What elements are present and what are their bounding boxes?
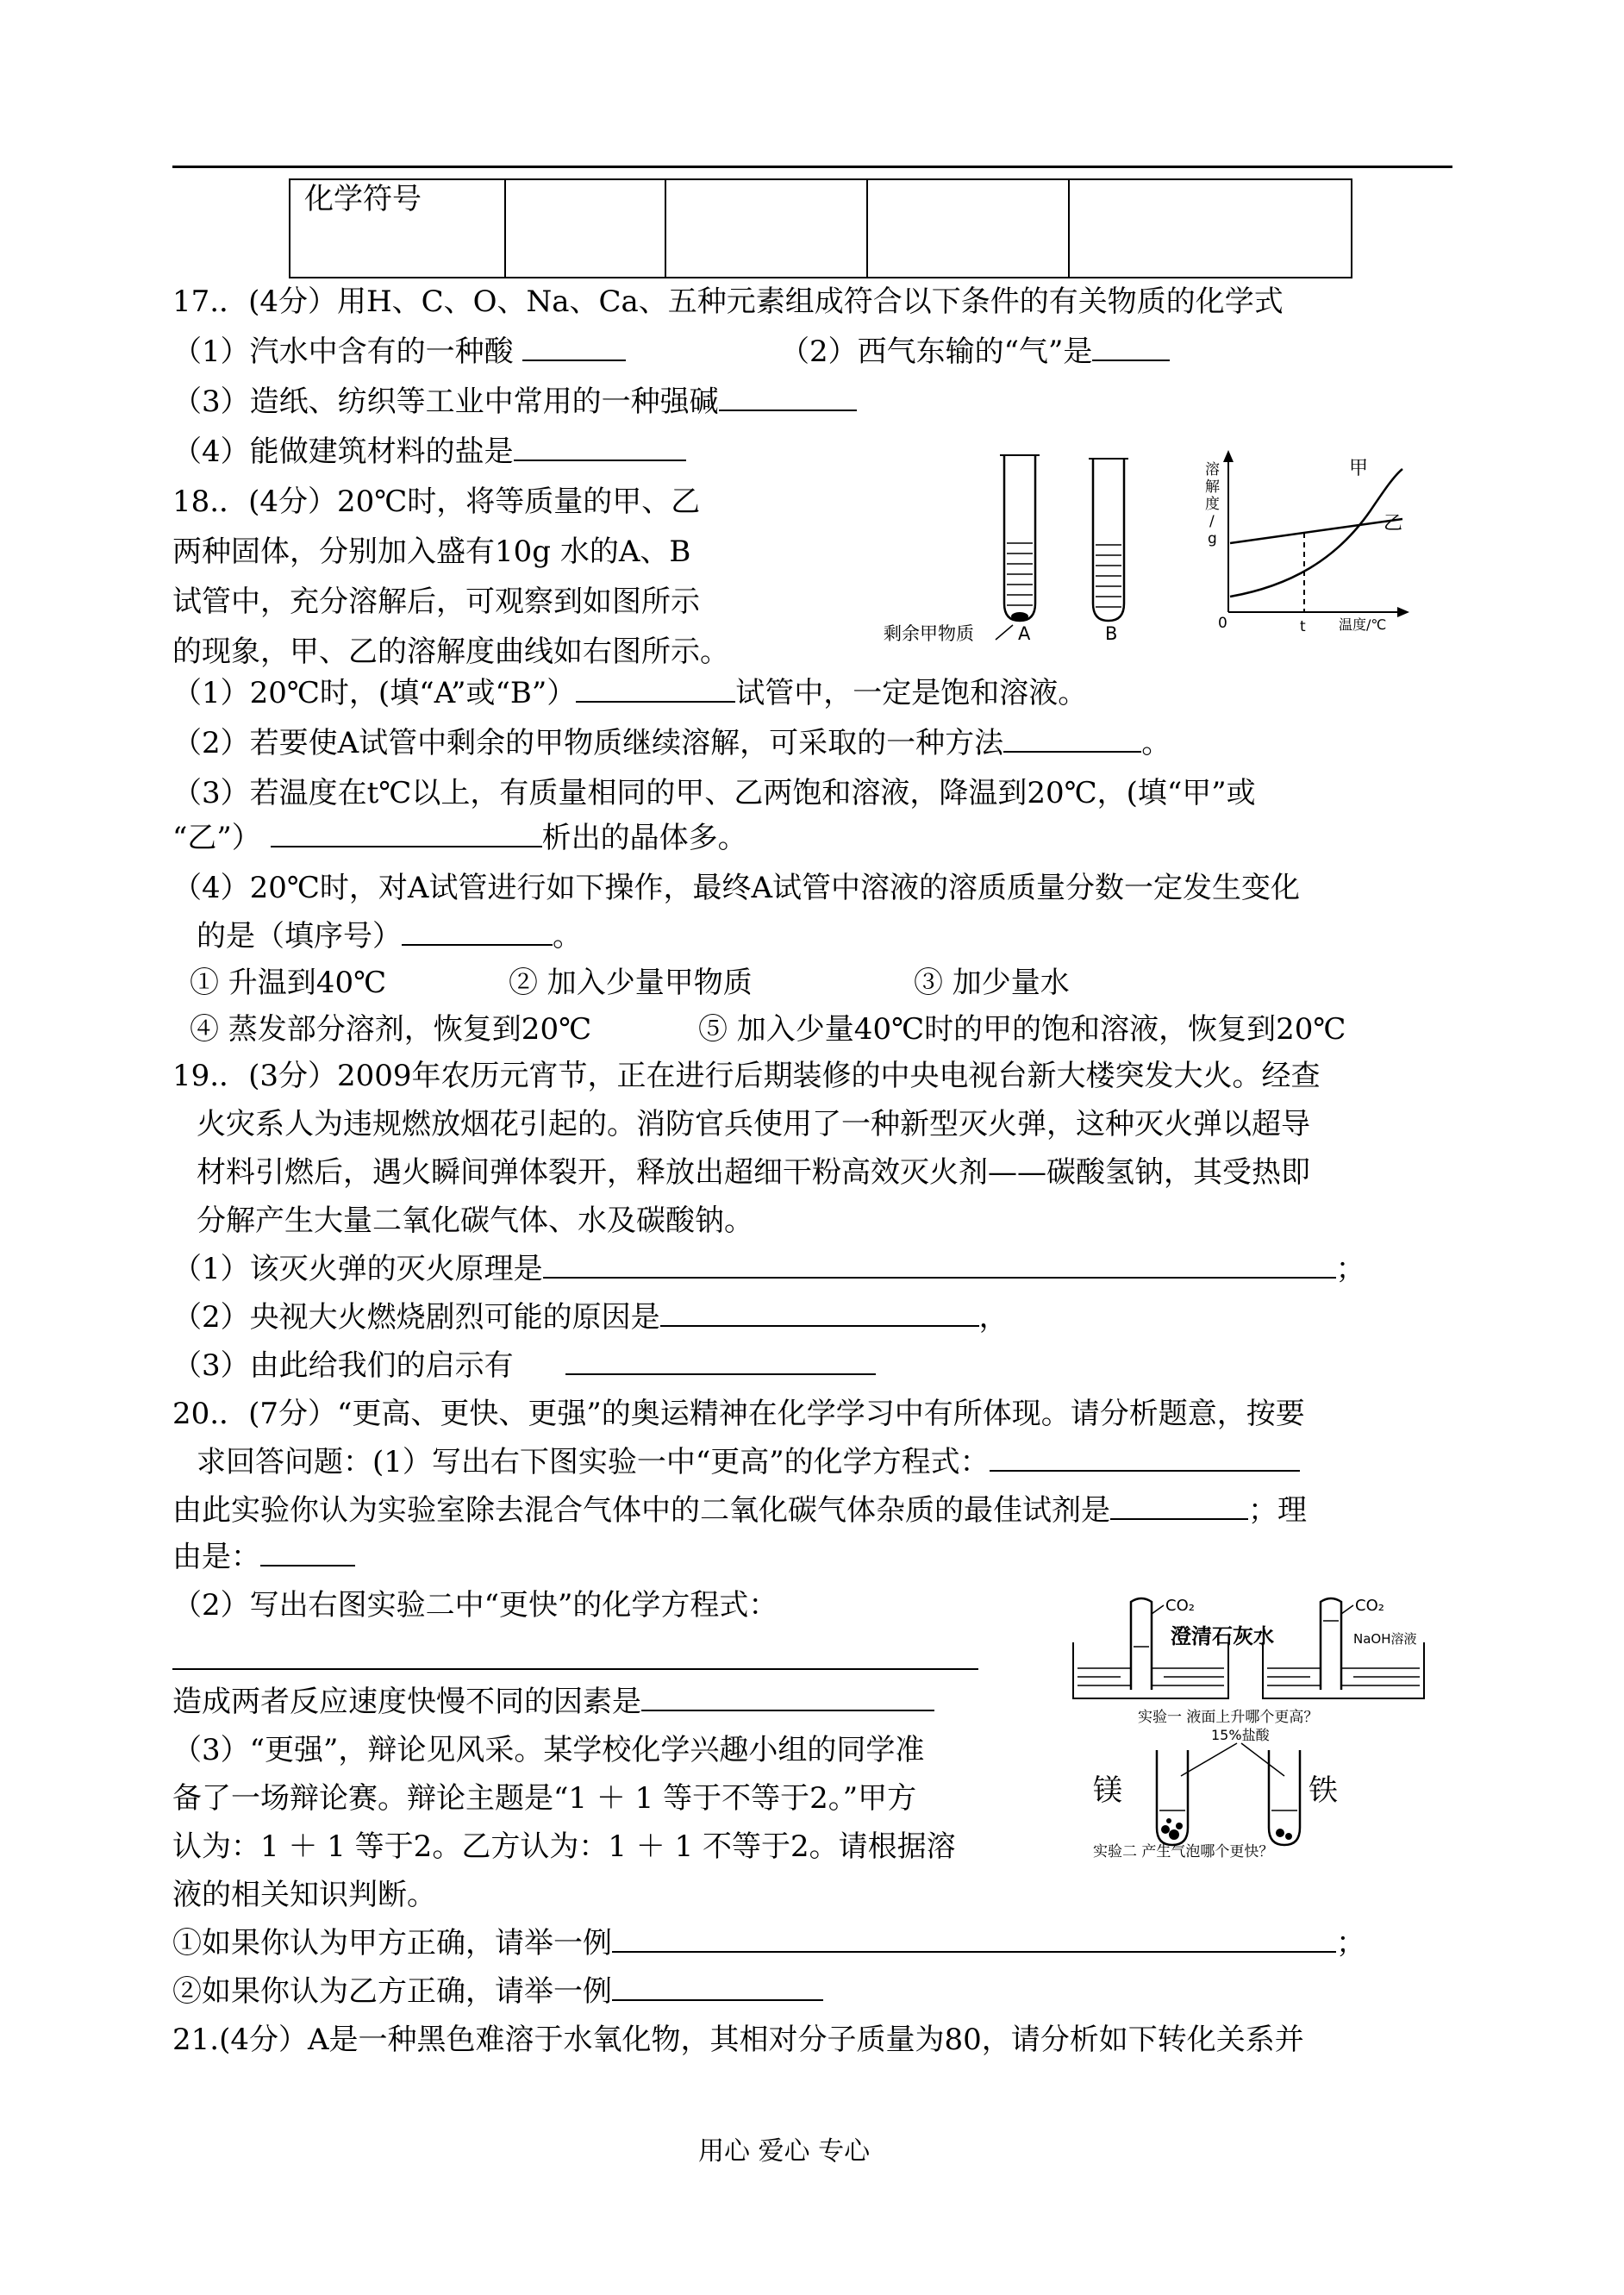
iron-label: 铁 xyxy=(1309,1773,1338,1808)
series-jia-label: 甲 xyxy=(1349,458,1369,479)
q17-part4-text: （4）能做建筑材料的盐是 xyxy=(172,435,514,469)
q18-part1-text: （1）20℃时，(填“A”或“B”） xyxy=(172,676,577,710)
table-cell xyxy=(505,179,665,278)
answer-blank[interactable] xyxy=(565,1348,876,1375)
experiment-one xyxy=(1073,1597,1424,1726)
q20-part3-line3: 认为：1 ＋ 1 等于2。乙方认为：1 ＋ 1 不等于2。请根据溶 xyxy=(172,1829,956,1864)
y-label-char: 溶 xyxy=(1205,461,1220,478)
x-axis-arrow xyxy=(1397,607,1409,617)
q21-line1: 21.(4分）A是一种黑色难溶于水氧化物，其相对分子质量为80，请分析如下转化关系并 xyxy=(172,2023,1304,2057)
q19-part2 xyxy=(172,1298,1009,1336)
q18-part3: （3）若温度在t℃以上，有质量相同的甲、乙两饱和溶液，降温到20℃，(填“甲”或 xyxy=(172,776,1256,810)
naoh-label: NaOH溶液 xyxy=(1353,1631,1417,1647)
answer-blank[interactable] xyxy=(612,1925,1336,1953)
q20-part3-line1: （3）“更强”，辩论见风采。某学校化学兴趣小组的同学准 xyxy=(172,1733,925,1767)
table-cell xyxy=(867,179,1069,278)
curve-jia xyxy=(1230,469,1402,597)
q17-part2 xyxy=(780,333,1170,371)
q19-part2-tail: ， xyxy=(978,1300,1009,1335)
answer-blank[interactable] xyxy=(522,334,626,361)
q19-part1 xyxy=(172,1250,1365,1288)
answer-blank[interactable] xyxy=(260,1539,355,1566)
test-tube-a xyxy=(1000,455,1040,621)
tube-b-label: B xyxy=(1105,623,1118,642)
q18-part2 xyxy=(172,724,1171,762)
origin-label: 0 xyxy=(1218,615,1227,632)
q20-line4-text: 由是： xyxy=(172,1540,260,1574)
q20-line3-tail: ；理 xyxy=(1248,1493,1307,1528)
table-row-label: 化学符号 xyxy=(290,179,505,278)
q18-line2: 两种固体，分别加入盛有10g 水的A、B xyxy=(172,535,691,569)
q20-line2-text: 求回答问题：(1）写出右下图实验一中“更高”的化学方程式： xyxy=(197,1445,990,1479)
q19-line4: 分解产生大量二氧化碳气体、水及碳酸钠。 xyxy=(197,1204,753,1238)
experiment-two-caption: 实验二 产生气泡哪个更快？ xyxy=(1093,1843,1274,1860)
q20-choice2-text: ②如果你认为乙方正确，请举一例 xyxy=(172,1974,612,2009)
answer-blank[interactable] xyxy=(1092,334,1170,361)
q18-part3-cont xyxy=(172,819,747,857)
answer-blank[interactable] xyxy=(660,1299,979,1327)
answer-blank[interactable] xyxy=(543,1251,1336,1279)
answer-blank[interactable] xyxy=(514,434,686,461)
answer-blank[interactable] xyxy=(641,1684,934,1711)
q18-part3-text: “乙”） xyxy=(172,821,261,855)
q20-choice1-tail: ； xyxy=(1336,1926,1365,1960)
q18-part2-tail: 。 xyxy=(1141,726,1171,760)
limewater-label: 澄清石灰水 xyxy=(1171,1624,1274,1648)
q20-choice1-text: ①如果你认为甲方正确，请举一例 xyxy=(172,1926,612,1960)
answer-blank[interactable] xyxy=(402,918,553,946)
experiment-figure xyxy=(1069,1595,1431,1862)
q19-part1-text: （1）该灭火弹的灭火原理是 xyxy=(172,1252,543,1286)
q18-option5: ⑤ 加入少量40℃时的甲的饱和溶液，恢复到20℃ xyxy=(698,1012,1346,1047)
y-axis-arrow xyxy=(1223,450,1234,462)
q18-part1-tail: 试管中，一定是饱和溶液。 xyxy=(735,676,1088,710)
q18-option4: ④ 蒸发部分溶剂，恢复到20℃ xyxy=(190,1012,592,1047)
acid-label: 15%盐酸 xyxy=(1211,1727,1270,1743)
y-label-char: 解 xyxy=(1205,478,1220,496)
q17-part4 xyxy=(172,433,686,471)
q18-option1: ① 升温到40℃ xyxy=(190,966,387,1000)
q18-line1: 18.．(4分）20℃时，将等质量的甲、乙 xyxy=(172,485,701,519)
q20-part2-cause xyxy=(172,1683,934,1721)
co2-label-2: CO₂ xyxy=(1355,1597,1384,1615)
page-footer: 用心 爱心 专心 xyxy=(698,2136,871,2167)
q18-part4: （4）20℃时，对A试管进行如下操作，最终A试管中溶液的溶质质量分数一定发生变化 xyxy=(172,871,1301,905)
tube-a-label: A xyxy=(1018,623,1031,642)
answer-blank[interactable] xyxy=(990,1444,1300,1472)
q18-option2: ② 加入少量甲物质 xyxy=(509,966,753,1000)
symbol-table xyxy=(289,178,1352,278)
q20-line1: 20.．(7分）“更高、更快、更强”的奥运精神在化学学习中有所体现。请分析题意，按要 xyxy=(172,1397,1305,1431)
q18-part4-cont xyxy=(197,917,582,955)
q20-part2-cause-text: 造成两者反应速度快慢不同的因素是 xyxy=(172,1685,641,1719)
magnesium-label: 镁 xyxy=(1093,1773,1122,1808)
q19-part3 xyxy=(172,1347,876,1385)
q18-part1 xyxy=(172,674,1087,712)
q17-part3 xyxy=(172,383,857,421)
q19-line2: 火灾系人为违规燃放烟花引起的。消防官兵使用了一种新型灭火弹，这种灭火弹以超导 xyxy=(197,1107,1310,1141)
q19-part3-text: （3）由此给我们的启示有 xyxy=(172,1348,514,1383)
test-tube-b xyxy=(1089,459,1128,621)
q18-part4-text: 的是（填序号） xyxy=(197,919,402,954)
answer-blank[interactable] xyxy=(576,675,735,703)
q20-line2 xyxy=(197,1443,1300,1481)
q17-part1-text: （1）汽水中含有的一种酸 xyxy=(172,335,514,369)
q17-part1 xyxy=(172,333,626,371)
q20-line4 xyxy=(172,1538,355,1576)
q17-heading: 17.．(4分）用H、C、O、Na、Ca、五种元素组成符合以下条件的有关物质的化学式 xyxy=(172,285,1284,319)
header-rule xyxy=(172,166,1452,168)
q18-line3: 试管中，充分溶解后，可观察到如图所示 xyxy=(172,585,700,619)
experiment-two xyxy=(1093,1727,1338,1860)
q20-line3-text: 由此实验你认为实验室除去混合气体中的二氧化碳气体杂质的最佳试剂是 xyxy=(172,1493,1110,1528)
curve-yi xyxy=(1230,519,1402,543)
q18-line4: 的现象，甲、乙的溶解度曲线如右图所示。 xyxy=(172,635,729,669)
t-tick-label: t xyxy=(1300,618,1306,635)
q18-part4-tail: 。 xyxy=(553,919,582,954)
q19-part1-tail: ； xyxy=(1335,1252,1365,1286)
table-cell xyxy=(1069,179,1352,278)
answer-blank[interactable] xyxy=(612,1973,823,2001)
x-axis-label: 温度/℃ xyxy=(1339,616,1387,633)
q18-part2-text: （2）若要使A试管中剩余的甲物质继续溶解，可采取的一种方法 xyxy=(172,726,1004,760)
y-label-char: / xyxy=(1209,513,1215,530)
q20-choice1 xyxy=(172,1924,1365,1962)
q17-part2-text: （2）西气东输的“气”是 xyxy=(780,335,1093,369)
q18-option3: ③ 加少量水 xyxy=(914,966,1070,1000)
answer-blank[interactable] xyxy=(1003,725,1141,753)
answer-blank[interactable] xyxy=(719,384,857,411)
q19-part2-text: （2）央视大火燃烧剧烈可能的原因是 xyxy=(172,1300,660,1335)
answer-blank[interactable] xyxy=(271,820,542,847)
table-cell xyxy=(665,179,867,278)
q19-line1: 19.．(3分）2009年农历元宵节，正在进行后期装修的中央电视台新大楼突发大火。经查 xyxy=(172,1059,1321,1093)
q20-part3-line2: 备了一场辩论赛。辩论主题是“1 ＋ 1 等于不等于2。”甲方 xyxy=(172,1781,917,1816)
q19-line3: 材料引燃后，遇火瞬间弹体裂开，释放出超细干粉高效灭火剂——碳酸氢钠，其受热即 xyxy=(197,1155,1310,1190)
answer-line[interactable] xyxy=(172,1668,978,1670)
y-label-char: 度 xyxy=(1205,496,1220,513)
q17-part3-text: （3）造纸、纺织等工业中常用的一种强碱 xyxy=(172,385,719,419)
leftover-label: 剩余甲物质 xyxy=(884,623,974,642)
y-label-char: g xyxy=(1208,530,1217,547)
undissolved-solid xyxy=(1011,612,1028,621)
answer-blank[interactable] xyxy=(1110,1492,1248,1520)
q18-part3-tail: 析出的晶体多。 xyxy=(541,821,747,855)
q20-part3-line4: 液的相关知识判断。 xyxy=(172,1878,436,1912)
co2-label-1: CO₂ xyxy=(1165,1597,1195,1615)
q20-choice2 xyxy=(172,1973,823,2010)
solubility-figure xyxy=(866,440,1414,642)
experiment-one-caption: 实验一 液面上升哪个更高？ xyxy=(1138,1709,1319,1726)
series-yi-label: 乙 xyxy=(1384,513,1403,535)
q20-line3 xyxy=(172,1491,1307,1529)
q20-part2: （2）写出右图实验二中“更快”的化学方程式： xyxy=(172,1588,778,1623)
